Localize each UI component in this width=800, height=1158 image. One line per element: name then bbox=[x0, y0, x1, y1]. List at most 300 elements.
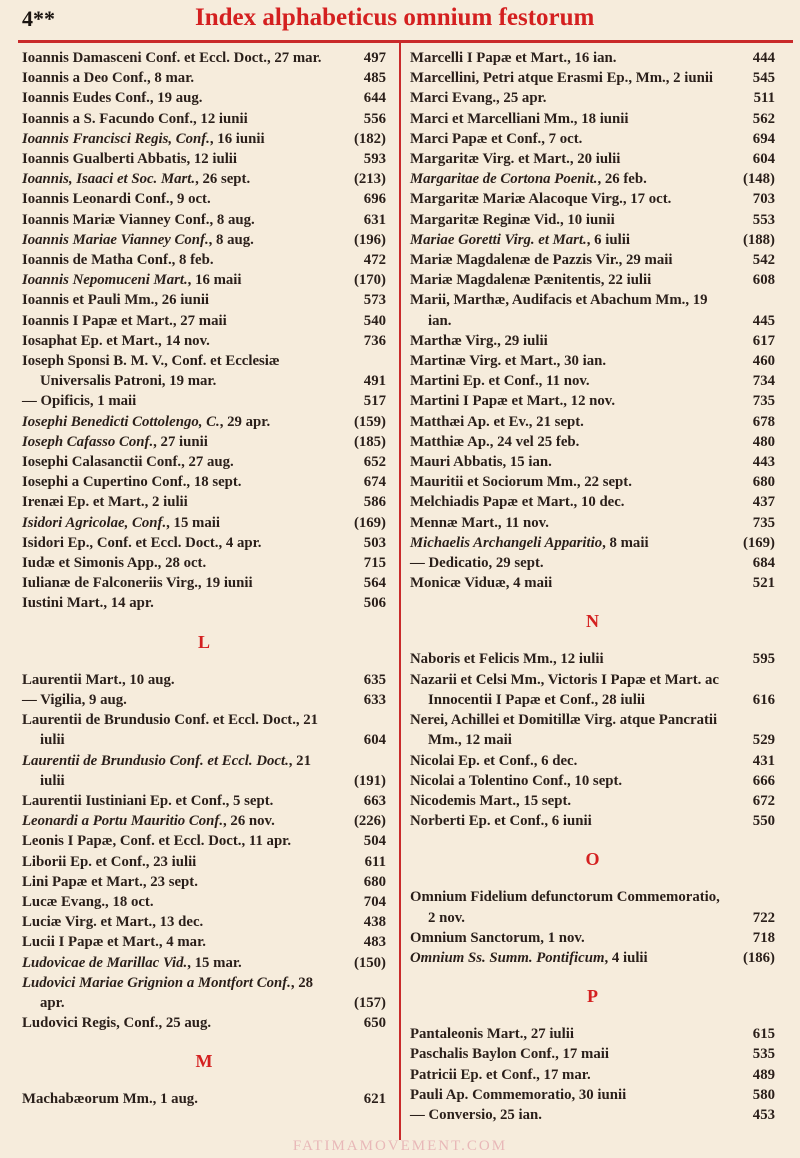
page-reference: 684 bbox=[752, 555, 775, 572]
page-reference: 680 bbox=[752, 474, 775, 491]
feast-title: — Dedicatio, 29 sept. bbox=[410, 555, 544, 572]
feast-name bbox=[410, 1044, 721, 1064]
feast-title: Mariae Goretti Virg. et Mart. bbox=[410, 231, 587, 248]
feast-title: Mennæ Mart., 11 nov. bbox=[410, 514, 549, 531]
page-number: 4** bbox=[22, 6, 55, 31]
feast-name bbox=[410, 452, 721, 472]
index-entry bbox=[410, 452, 775, 472]
page-reference: (226) bbox=[353, 813, 386, 830]
page-reference: (196) bbox=[353, 231, 386, 248]
index-entry bbox=[410, 68, 775, 88]
feast-title: Iosephi Calasanctii Conf., 27 aug. bbox=[22, 454, 234, 471]
feast-title: Marcellini, Petri atque Erasmi Ep., Mm., 2 iunii bbox=[410, 70, 714, 87]
feast-name bbox=[22, 250, 332, 270]
index-entry bbox=[410, 189, 775, 209]
feast-date: , 16 maii bbox=[187, 272, 242, 289]
feast-date: , 26 sept. bbox=[195, 171, 251, 188]
page-reference: 696 bbox=[363, 191, 386, 208]
feast-title: Leonardi a Portu Mauritio Conf. bbox=[22, 813, 224, 830]
index-entry bbox=[22, 230, 386, 250]
feast-name bbox=[410, 670, 721, 710]
feast-title: Ioannis a S. Facundo Conf., 12 iunii bbox=[22, 110, 248, 127]
index-entry bbox=[410, 129, 775, 149]
page-reference: (182) bbox=[353, 130, 386, 147]
index-entry bbox=[410, 791, 775, 811]
index-entry bbox=[410, 351, 775, 371]
page-reference: 672 bbox=[752, 792, 775, 809]
feast-name bbox=[22, 513, 332, 533]
page-reference: 556 bbox=[363, 110, 386, 127]
feast-title: Iudæ et Simonis App., 28 oct. bbox=[22, 555, 207, 572]
index-entry bbox=[22, 670, 386, 690]
page-reference: 644 bbox=[363, 90, 386, 107]
feast-name bbox=[410, 472, 721, 492]
page-reference: 562 bbox=[752, 110, 775, 127]
page-reference: (186) bbox=[742, 949, 775, 966]
feast-name bbox=[410, 811, 721, 831]
feast-name bbox=[22, 492, 332, 512]
page-reference: 491 bbox=[363, 373, 386, 390]
page-reference: 483 bbox=[363, 934, 386, 951]
page-reference: 735 bbox=[752, 514, 775, 531]
index-entry bbox=[22, 573, 386, 593]
feast-title: Matthiæ Ap., 24 vel 25 feb. bbox=[410, 433, 580, 450]
feast-name bbox=[410, 250, 721, 270]
index-entry bbox=[22, 932, 386, 952]
page-reference: (191) bbox=[353, 772, 386, 789]
section-letter: M bbox=[195, 1051, 213, 1072]
index-entry bbox=[410, 48, 775, 68]
feast-title: Omnium Sanctorum, 1 nov. bbox=[410, 929, 585, 946]
index-entry bbox=[22, 811, 386, 831]
page-reference: 443 bbox=[752, 454, 775, 471]
feast-name bbox=[410, 129, 721, 149]
page-reference: 593 bbox=[363, 151, 386, 168]
feast-name bbox=[22, 331, 332, 351]
feast-title: Ioannis et Pauli Mm., 26 iunii bbox=[22, 292, 210, 309]
feast-title: Iosephi a Cupertino Conf., 18 sept. bbox=[22, 474, 242, 491]
feast-title: Monicæ Viduæ, 4 maii bbox=[410, 575, 553, 592]
feast-title: Ioannis, Isaaci et Soc. Mart. bbox=[22, 171, 196, 188]
index-entry bbox=[22, 391, 386, 411]
feast-title: Marci Papæ et Conf., 7 oct. bbox=[410, 130, 583, 147]
index-entry bbox=[22, 751, 386, 791]
feast-name bbox=[410, 169, 721, 189]
index-entry bbox=[22, 189, 386, 209]
index-entry bbox=[410, 670, 775, 710]
feast-title: Iosephi Benedicti Cottolengo, C. bbox=[22, 413, 220, 430]
index-entry bbox=[22, 68, 386, 88]
page-reference: (150) bbox=[353, 954, 386, 971]
page-reference: 617 bbox=[752, 332, 775, 349]
feast-date: , 28 apr. bbox=[40, 974, 314, 1011]
feast-date: , 8 maii bbox=[602, 534, 649, 551]
feast-name bbox=[410, 48, 721, 68]
feast-name bbox=[22, 872, 332, 892]
index-entry bbox=[22, 432, 386, 452]
feast-name bbox=[22, 953, 332, 973]
page-reference: 616 bbox=[752, 691, 775, 708]
index-entry bbox=[22, 311, 386, 331]
feast-name bbox=[410, 331, 721, 351]
feast-title: Omnium Fidelium defunctorum Commemoratio, 2 nov. bbox=[410, 889, 720, 926]
page-reference: 718 bbox=[752, 929, 775, 946]
page-reference: 674 bbox=[363, 474, 386, 491]
index-entry bbox=[410, 513, 775, 533]
feast-title: Matthæi Ap. et Ev., 21 sept. bbox=[410, 413, 584, 430]
page-reference: 535 bbox=[752, 1046, 775, 1063]
feast-name bbox=[22, 290, 332, 310]
page-reference: (169) bbox=[353, 514, 386, 531]
feast-title: — Vigilia, 9 aug. bbox=[22, 691, 127, 708]
index-entry bbox=[22, 533, 386, 553]
feast-name bbox=[22, 230, 332, 250]
index-entry bbox=[410, 771, 775, 791]
feast-name bbox=[22, 311, 332, 331]
index-entry bbox=[410, 169, 775, 189]
feast-title: Pauli Ap. Commemoratio, 30 iunii bbox=[410, 1086, 627, 1103]
feast-name bbox=[410, 68, 721, 88]
index-entry bbox=[410, 533, 775, 553]
feast-name bbox=[22, 412, 332, 432]
feast-title: Ioannis I Papæ et Mart., 27 maii bbox=[22, 312, 227, 329]
feast-title: Liborii Ep. et Conf., 23 iulii bbox=[22, 853, 197, 870]
feast-title: Ioannis Gualberti Abbatis, 12 iulii bbox=[22, 151, 238, 168]
feast-name bbox=[410, 751, 721, 771]
feast-name bbox=[22, 1089, 332, 1109]
feast-title: Ioannis Eudes Conf., 19 aug. bbox=[22, 90, 203, 107]
index-entry bbox=[410, 751, 775, 771]
feast-name bbox=[22, 852, 332, 872]
feast-title: — Opificis, 1 maii bbox=[22, 393, 137, 410]
feast-title: Margaritæ Virg. et Mart., 20 iulii bbox=[410, 151, 621, 168]
index-entry bbox=[410, 290, 775, 330]
feast-name bbox=[22, 169, 332, 189]
feast-title: Nazarii et Celsi Mm., Victoris I Papæ et Mart. ac Innocentii I Papæ et Conf., 28 iulii bbox=[410, 671, 719, 708]
index-entry bbox=[22, 831, 386, 851]
index-entry bbox=[410, 1044, 775, 1064]
feast-name bbox=[22, 189, 332, 209]
page-reference: 734 bbox=[752, 373, 775, 390]
feast-name bbox=[410, 230, 721, 250]
index-entry bbox=[410, 887, 775, 927]
feast-name bbox=[410, 533, 721, 553]
index-entry bbox=[22, 492, 386, 512]
index-entry bbox=[22, 109, 386, 129]
feast-name bbox=[410, 290, 721, 330]
index-entry bbox=[410, 149, 775, 169]
feast-title: Irenæi Ep. et Mart., 2 iulii bbox=[22, 494, 188, 511]
page-reference: 511 bbox=[753, 90, 775, 107]
index-entry bbox=[410, 573, 775, 593]
feast-title: Ioseph Cafasso Conf. bbox=[22, 433, 154, 450]
feast-name bbox=[410, 1085, 721, 1105]
feast-name bbox=[22, 109, 332, 129]
feast-title: Martini I Papæ et Mart., 12 nov. bbox=[410, 393, 616, 410]
feast-name bbox=[410, 1065, 721, 1085]
page-reference: 444 bbox=[752, 50, 775, 66]
page-reference: 485 bbox=[363, 70, 386, 87]
section-letter: N bbox=[586, 611, 599, 632]
index-entry bbox=[22, 88, 386, 108]
feast-name bbox=[22, 593, 332, 613]
index-entry bbox=[410, 710, 775, 750]
page-reference: 604 bbox=[363, 732, 386, 749]
feast-title: Isidori Agricolae, Conf. bbox=[22, 514, 167, 531]
index-entry bbox=[22, 290, 386, 310]
feast-date: , 27 iunii bbox=[153, 433, 208, 450]
feast-title: Laurentii de Brundusio Conf. et Eccl. Doct. bbox=[22, 752, 289, 769]
page-reference: 604 bbox=[752, 151, 775, 168]
feast-title: Martini Ep. et Conf., 11 nov. bbox=[410, 373, 590, 390]
feast-name bbox=[22, 149, 332, 169]
feast-name bbox=[410, 351, 721, 371]
feast-name bbox=[22, 68, 332, 88]
index-entry bbox=[22, 1089, 386, 1109]
index-entry bbox=[22, 973, 386, 1013]
page-reference: (213) bbox=[353, 171, 386, 188]
page-reference: 521 bbox=[752, 575, 775, 592]
feast-title: Mauri Abbatis, 15 ian. bbox=[410, 454, 552, 471]
page-reference: (157) bbox=[353, 994, 386, 1011]
feast-name bbox=[22, 690, 332, 710]
feast-name bbox=[410, 432, 721, 452]
feast-title: Lini Papæ et Mart., 23 sept. bbox=[22, 873, 198, 890]
feast-title: Ludovici Mariae Grignion a Montfort Conf. bbox=[22, 974, 291, 991]
page-reference: 694 bbox=[752, 130, 775, 147]
section-letter: L bbox=[197, 631, 210, 652]
feast-name bbox=[410, 948, 721, 968]
index-entry bbox=[410, 1105, 775, 1125]
page-reference: 635 bbox=[363, 671, 386, 688]
feast-name bbox=[22, 791, 332, 811]
index-entry bbox=[410, 432, 775, 452]
feast-name bbox=[22, 973, 332, 1013]
index-entry bbox=[410, 331, 775, 351]
index-entry bbox=[22, 169, 386, 189]
page-reference: 704 bbox=[363, 893, 386, 910]
feast-title: Martinæ Virg. et Mart., 30 ian. bbox=[410, 353, 607, 370]
feast-name bbox=[410, 928, 721, 948]
index-entry bbox=[410, 250, 775, 270]
feast-title: Ioannis a Deo Conf., 8 mar. bbox=[22, 70, 195, 87]
page-reference: 550 bbox=[752, 813, 775, 830]
feast-title: Lucæ Evang., 18 oct. bbox=[22, 893, 154, 910]
feast-title: Omnium Ss. Summ. Pontificum bbox=[410, 949, 605, 966]
feast-title: Margaritæ Reginæ Vid., 10 iunii bbox=[410, 211, 615, 228]
index-entry bbox=[22, 210, 386, 230]
page-reference: (148) bbox=[742, 171, 775, 188]
index-entry bbox=[410, 371, 775, 391]
feast-title: Nerei, Achillei et Domitillæ Virg. atque Pancratii Mm., 12 maii bbox=[410, 712, 718, 749]
page-reference: 580 bbox=[752, 1086, 775, 1103]
feast-title: Ioannis Nepomuceni Mart. bbox=[22, 272, 188, 289]
feast-name bbox=[22, 892, 332, 912]
feast-name bbox=[22, 751, 332, 791]
feast-date: , 8 aug. bbox=[208, 231, 254, 248]
feast-title: Melchiadis Papæ et Mart., 10 dec. bbox=[410, 494, 625, 511]
index-entry bbox=[410, 210, 775, 230]
page-reference: 722 bbox=[752, 909, 775, 926]
page-reference: (169) bbox=[742, 534, 775, 551]
feast-title: Marci Evang., 25 apr. bbox=[410, 90, 547, 107]
page-reference: 438 bbox=[363, 914, 386, 931]
feast-title: Mauritii et Sociorum Mm., 22 sept. bbox=[410, 474, 632, 491]
feast-title: Lucii I Papæ et Mart., 4 mar. bbox=[22, 934, 206, 951]
index-entry bbox=[410, 270, 775, 290]
feast-title: Norberti Ep. et Conf., 6 iunii bbox=[410, 813, 592, 830]
index-entry bbox=[22, 892, 386, 912]
page-reference: 517 bbox=[363, 393, 386, 410]
index-entry bbox=[22, 690, 386, 710]
page-reference: 573 bbox=[363, 292, 386, 309]
feast-name bbox=[410, 391, 721, 411]
page-reference: 542 bbox=[752, 252, 775, 269]
feast-name bbox=[22, 573, 332, 593]
page-reference: 545 bbox=[752, 70, 775, 87]
feast-title: Laurentii Iustiniani Ep. et Conf., 5 sept. bbox=[22, 792, 274, 809]
feast-name bbox=[22, 831, 332, 851]
feast-title: Ioannis Damasceni Conf. et Eccl. Doct., 27 mar. bbox=[22, 50, 322, 66]
feast-title: Laurentii de Brundusio Conf. et Eccl. Doct., 21 iulii bbox=[22, 712, 319, 749]
index-entry bbox=[22, 331, 386, 351]
feast-title: Ioseph Sponsi B. M. V., Conf. et Ecclesiæ Universalis Patroni, 19 mar. bbox=[22, 353, 280, 390]
feast-name bbox=[22, 533, 332, 553]
feast-name bbox=[410, 210, 721, 230]
page-reference: 666 bbox=[752, 772, 775, 789]
feast-name bbox=[410, 573, 721, 593]
page-header bbox=[0, 0, 800, 42]
feast-name bbox=[410, 189, 721, 209]
page-reference: 678 bbox=[752, 413, 775, 430]
index-entry bbox=[410, 928, 775, 948]
page-reference: 633 bbox=[363, 691, 386, 708]
feast-date: , 6 iulii bbox=[586, 231, 630, 248]
page-reference: 735 bbox=[752, 393, 775, 410]
feast-name bbox=[22, 811, 332, 831]
feast-title: Marthæ Virg., 29 iulii bbox=[410, 332, 548, 349]
index-column-left bbox=[22, 48, 386, 1110]
page-reference: 497 bbox=[363, 50, 386, 66]
page-reference: 431 bbox=[752, 752, 775, 769]
index-entry bbox=[410, 230, 775, 250]
index-entry bbox=[22, 412, 386, 432]
section-letter: P bbox=[587, 986, 598, 1007]
index-entry bbox=[22, 1013, 386, 1033]
feast-name bbox=[410, 1105, 721, 1125]
feast-title: Ioannis de Matha Conf., 8 feb. bbox=[22, 252, 214, 269]
feast-title: Marcelli I Papæ et Mart., 16 ian. bbox=[410, 50, 617, 66]
index-entry bbox=[22, 129, 386, 149]
page-reference: 680 bbox=[363, 873, 386, 890]
feast-title: Isidori Ep., Conf. et Eccl. Doct., 4 apr. bbox=[22, 534, 262, 551]
feast-name bbox=[22, 391, 332, 411]
feast-name bbox=[22, 88, 332, 108]
index-entry bbox=[410, 948, 775, 968]
index-entry bbox=[410, 1024, 775, 1044]
page-reference: 453 bbox=[752, 1106, 775, 1123]
page-reference: 715 bbox=[363, 555, 386, 572]
index-entry bbox=[22, 250, 386, 270]
feast-name bbox=[410, 371, 721, 391]
page-title: Index alphabeticus omnium festorum bbox=[195, 4, 595, 31]
index-entry bbox=[410, 412, 775, 432]
feast-name bbox=[22, 210, 332, 230]
page-reference: 611 bbox=[364, 853, 386, 870]
index-entry bbox=[22, 912, 386, 932]
feast-date: , 15 maii bbox=[166, 514, 220, 531]
section-letter: O bbox=[585, 849, 600, 870]
index-entry bbox=[22, 852, 386, 872]
index-entry bbox=[22, 149, 386, 169]
feast-title: Nicolai Ep. et Conf., 6 dec. bbox=[410, 752, 578, 769]
index-entry bbox=[410, 109, 775, 129]
index-entry bbox=[410, 811, 775, 831]
feast-title: Ioannis Mariæ Vianney Conf., 8 aug. bbox=[22, 211, 255, 228]
feast-name bbox=[22, 932, 332, 952]
feast-title: Marci et Marcelliani Mm., 18 iunii bbox=[410, 110, 629, 127]
feast-name bbox=[410, 270, 721, 290]
index-entry bbox=[22, 791, 386, 811]
feast-name bbox=[410, 791, 721, 811]
page-reference: 529 bbox=[752, 732, 775, 749]
page-reference: 621 bbox=[363, 1091, 386, 1108]
index-entry bbox=[410, 492, 775, 512]
feast-title: Mariæ Magdalenæ de Pazzis Vir., 29 maii bbox=[410, 252, 673, 269]
page-reference: 460 bbox=[752, 353, 775, 370]
feast-name bbox=[22, 710, 332, 750]
index-entry bbox=[22, 593, 386, 613]
feast-title: Mariæ Magdalenæ Pænitentis, 22 iulii bbox=[410, 272, 652, 289]
feast-name bbox=[22, 129, 332, 149]
feast-name bbox=[410, 88, 721, 108]
feast-name bbox=[22, 912, 332, 932]
index-entry bbox=[410, 391, 775, 411]
page-reference: 586 bbox=[363, 494, 386, 511]
feast-name bbox=[22, 270, 332, 290]
index-entry bbox=[410, 472, 775, 492]
header-rule bbox=[18, 40, 793, 43]
page-reference: 506 bbox=[363, 595, 386, 612]
page-reference: 663 bbox=[363, 792, 386, 809]
feast-name bbox=[410, 492, 721, 512]
feast-name bbox=[410, 887, 721, 927]
index-entry bbox=[22, 270, 386, 290]
feast-name bbox=[22, 670, 332, 690]
feast-title: Ludovicae de Marillac Vid. bbox=[22, 954, 188, 971]
page-reference: 503 bbox=[363, 534, 386, 551]
feast-name bbox=[22, 351, 332, 391]
page-reference: (170) bbox=[353, 272, 386, 289]
feast-name bbox=[410, 649, 721, 669]
index-entry bbox=[22, 452, 386, 472]
page-reference: 437 bbox=[752, 494, 775, 511]
feast-name bbox=[410, 109, 721, 129]
feast-title: Luciæ Virg. et Mart., 13 dec. bbox=[22, 914, 204, 931]
feast-title: Michaelis Archangeli Apparitio bbox=[410, 534, 603, 551]
page-reference: 540 bbox=[363, 312, 386, 329]
index-entry bbox=[22, 513, 386, 533]
feast-date: , 15 mar. bbox=[187, 954, 242, 971]
feast-title: Laurentii Mart., 10 aug. bbox=[22, 671, 175, 688]
feast-name bbox=[410, 553, 721, 573]
index-entry bbox=[22, 553, 386, 573]
page-reference: 489 bbox=[752, 1066, 775, 1083]
index-column-right bbox=[410, 48, 775, 1125]
index-entry bbox=[410, 1065, 775, 1085]
page-reference: 608 bbox=[752, 272, 775, 289]
feast-date: , 4 iulii bbox=[604, 949, 648, 966]
